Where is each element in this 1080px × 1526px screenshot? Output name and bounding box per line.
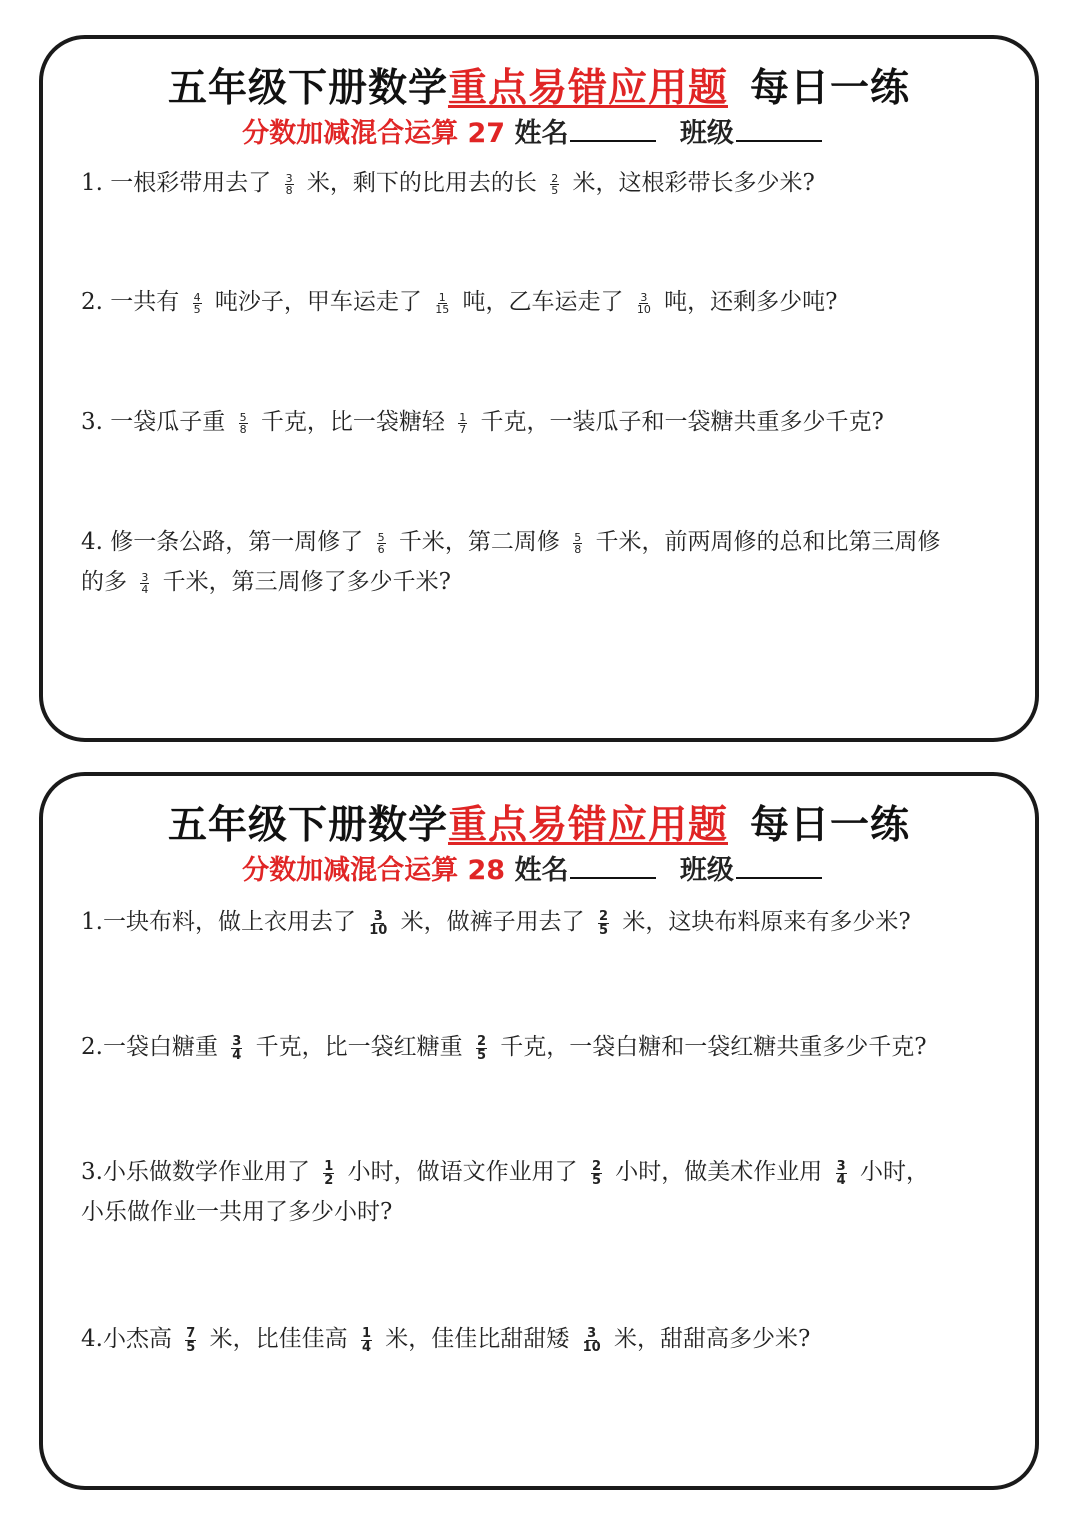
question-text: 小时，做美术作业用 bbox=[615, 1159, 823, 1185]
fraction-numerator: 1 bbox=[324, 1158, 334, 1174]
fraction-numerator: 5 bbox=[377, 530, 385, 544]
fraction bbox=[591, 1160, 602, 1187]
question-text: 米，这块布料原来有多少米? bbox=[622, 909, 911, 935]
fraction-numerator: 3 bbox=[232, 1033, 242, 1049]
fraction-numerator: 1 bbox=[459, 410, 467, 424]
class-blank[interactable] bbox=[736, 853, 822, 879]
title-prefix: 五年级下册数学 bbox=[167, 66, 448, 111]
question-text: 4. 修一条公路，第一周修了 bbox=[81, 529, 364, 555]
question-text: 小乐做作业一共用了多少小时? bbox=[81, 1199, 393, 1225]
fraction-denominator: 10 bbox=[582, 1339, 601, 1355]
fraction bbox=[550, 173, 559, 196]
fraction bbox=[637, 292, 651, 315]
question-4 bbox=[81, 522, 1011, 602]
question-3 bbox=[81, 402, 1011, 442]
fraction bbox=[458, 412, 467, 435]
fraction-denominator: 8 bbox=[239, 422, 247, 436]
title-highlight: 重点易错应用题 bbox=[447, 66, 728, 111]
fraction-denominator: 10 bbox=[369, 922, 388, 938]
question-text: 吨，还剩多少吨? bbox=[664, 289, 838, 315]
class-blank[interactable] bbox=[736, 116, 822, 142]
question-2 bbox=[81, 1027, 1011, 1067]
question-text: 米，剩下的比用去的长 bbox=[306, 170, 537, 196]
question-text: 小时， bbox=[859, 1159, 929, 1185]
fraction-numerator: 5 bbox=[574, 530, 582, 544]
title-suffix: 每日一练 bbox=[750, 66, 911, 111]
fraction-denominator: 5 bbox=[591, 1172, 601, 1188]
question-text: 千米，第二周修 bbox=[398, 529, 560, 555]
fraction bbox=[377, 532, 386, 555]
class-label: 班级 bbox=[679, 855, 734, 886]
fraction-denominator: 8 bbox=[285, 183, 293, 197]
question-text: 千克，比一袋糖轻 bbox=[260, 409, 445, 435]
fraction-denominator: 15 bbox=[435, 302, 450, 316]
fraction-denominator: 4 bbox=[141, 582, 149, 596]
fraction-numerator: 4 bbox=[193, 290, 201, 304]
fraction-denominator: 10 bbox=[636, 302, 651, 316]
question-text: 米，佳佳比甜甜矮 bbox=[385, 1326, 570, 1352]
fraction bbox=[583, 1327, 601, 1354]
name-label: 姓名 bbox=[514, 118, 569, 149]
question-text: 2.一袋白糖重 bbox=[81, 1034, 218, 1060]
fraction-numerator: 3 bbox=[587, 1325, 597, 1341]
question-text: 千克，一袋白糖和一袋红糖共重多少千克? bbox=[500, 1034, 927, 1060]
fraction-numerator: 2 bbox=[598, 908, 609, 924]
question-text: 3. 一袋瓜子重 bbox=[81, 409, 226, 435]
fraction-denominator: 4 bbox=[361, 1339, 371, 1355]
fraction bbox=[369, 910, 387, 937]
worksheet-subtitle bbox=[43, 111, 1035, 150]
fraction bbox=[836, 1160, 847, 1187]
question-2 bbox=[81, 282, 1011, 322]
question-text: 千克，比一袋红糖重 bbox=[255, 1034, 463, 1060]
question-text: 千米，第三周修了多少千米? bbox=[162, 569, 451, 595]
question-text: 1. 一根彩带用去了 bbox=[81, 170, 272, 196]
worksheet-title bbox=[43, 57, 1035, 113]
fraction-numerator: 3 bbox=[141, 570, 149, 584]
fraction-numerator: 1 bbox=[438, 290, 446, 304]
fraction bbox=[598, 910, 609, 937]
fraction-numerator: 3 bbox=[285, 171, 293, 185]
fraction-numerator: 2 bbox=[551, 171, 559, 185]
name-blank[interactable] bbox=[570, 853, 656, 879]
worksheet-card-28 bbox=[39, 772, 1039, 1490]
worksheet-title bbox=[43, 794, 1035, 850]
question-text: 吨沙子，甲车运走了 bbox=[214, 289, 422, 315]
fraction-numerator: 2 bbox=[476, 1033, 486, 1049]
question-text: 3.小乐做数学作业用了 bbox=[81, 1159, 310, 1185]
worksheet-card-27 bbox=[39, 35, 1039, 742]
question-text: 的多 bbox=[81, 569, 127, 595]
worksheet-subtitle bbox=[43, 848, 1035, 887]
fraction bbox=[140, 572, 149, 595]
fraction-numerator: 7 bbox=[186, 1325, 196, 1341]
fraction-numerator: 3 bbox=[836, 1158, 846, 1174]
title-suffix: 每日一练 bbox=[750, 803, 911, 848]
question-text: 2. 一共有 bbox=[81, 289, 180, 315]
class-label: 班级 bbox=[679, 118, 734, 149]
fraction-denominator: 2 bbox=[324, 1172, 334, 1188]
name-label: 姓名 bbox=[514, 855, 569, 886]
question-text: 1.一块布料，做上衣用去了 bbox=[81, 909, 356, 935]
fraction-numerator: 1 bbox=[361, 1325, 371, 1341]
question-text: 千克，一装瓜子和一袋糖共重多少千克? bbox=[480, 409, 884, 435]
fraction-denominator: 5 bbox=[598, 922, 609, 938]
fraction bbox=[185, 1327, 196, 1354]
title-highlight: 重点易错应用题 bbox=[447, 803, 728, 848]
fraction bbox=[231, 1035, 242, 1062]
question-4 bbox=[81, 1319, 1011, 1359]
fraction bbox=[435, 292, 449, 315]
fraction-numerator: 5 bbox=[239, 410, 247, 424]
question-text: 千米，前两周修的总和比第三周修 bbox=[595, 529, 941, 555]
fraction-denominator: 5 bbox=[193, 302, 201, 316]
question-text: 米，甜甜高多少米? bbox=[614, 1326, 811, 1352]
subtitle-topic: 分数加减混合运算 27 bbox=[242, 118, 506, 149]
question-text: 米，这根彩带长多少米? bbox=[572, 170, 815, 196]
question-text: 吨，乙车运走了 bbox=[462, 289, 624, 315]
fraction-denominator: 4 bbox=[836, 1172, 846, 1188]
fraction-numerator: 3 bbox=[640, 290, 648, 304]
title-prefix: 五年级下册数学 bbox=[167, 803, 448, 848]
name-blank[interactable] bbox=[570, 116, 656, 142]
fraction bbox=[573, 532, 582, 555]
question-3 bbox=[81, 1152, 1011, 1232]
fraction-denominator: 8 bbox=[574, 542, 582, 556]
fraction bbox=[193, 292, 202, 315]
question-1 bbox=[81, 902, 1011, 942]
subtitle-topic: 分数加减混合运算 28 bbox=[242, 855, 506, 886]
fraction-denominator: 6 bbox=[377, 542, 385, 556]
fraction-denominator: 5 bbox=[551, 183, 559, 197]
fraction bbox=[285, 173, 294, 196]
question-1 bbox=[81, 163, 1011, 203]
question-text: 4.小杰高 bbox=[81, 1326, 172, 1352]
fraction bbox=[323, 1160, 334, 1187]
fraction bbox=[239, 412, 248, 435]
fraction-denominator: 5 bbox=[186, 1339, 196, 1355]
question-text: 米，比佳佳高 bbox=[209, 1326, 348, 1352]
fraction bbox=[476, 1035, 487, 1062]
fraction-denominator: 5 bbox=[476, 1047, 486, 1063]
question-text: 米，做裤子用去了 bbox=[400, 909, 585, 935]
fraction bbox=[361, 1327, 372, 1354]
fraction-denominator: 4 bbox=[232, 1047, 242, 1063]
fraction-numerator: 2 bbox=[591, 1158, 601, 1174]
question-text: 小时，做语文作业用了 bbox=[347, 1159, 578, 1185]
fraction-numerator: 3 bbox=[373, 908, 383, 924]
fraction-denominator: 7 bbox=[459, 422, 467, 436]
